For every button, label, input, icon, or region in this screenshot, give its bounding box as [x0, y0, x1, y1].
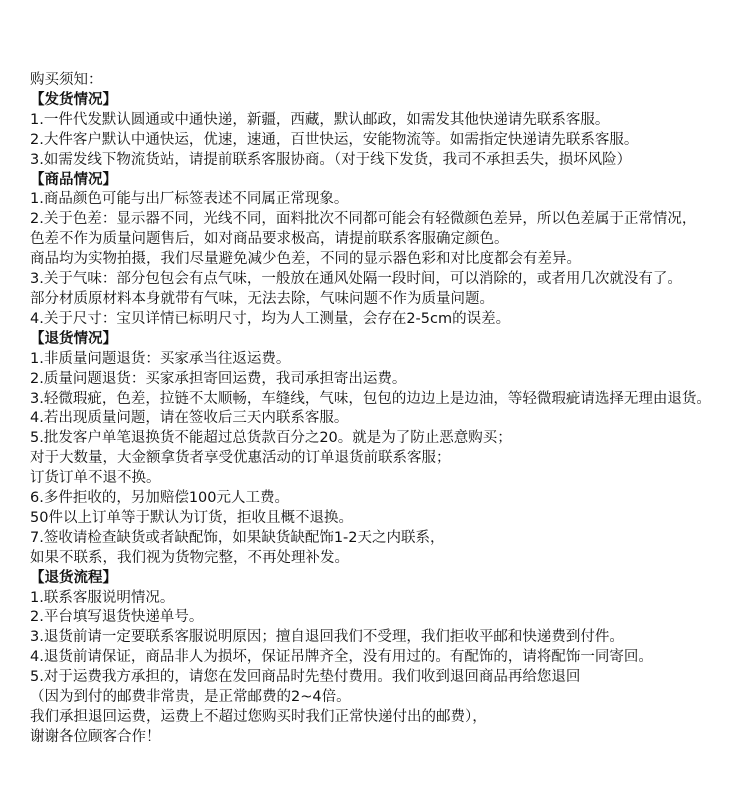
notice-line: 2.平台填写退货快递单号。 [30, 609, 204, 626]
notice-line: 谢谢各位顾客合作！ [30, 728, 161, 745]
notice-line: 部分材质原材料本身就带有气味，无法去除，气味问题不作为质量问题。 [30, 290, 494, 307]
section-heading: 【退货流程】 [30, 569, 117, 586]
notice-line: 对于大数量，大金额拿货者享受优惠活动的订单退货前联系客服； [30, 450, 451, 467]
notice-line: 3.轻微瑕疵，色差，拉链不太顺畅，车缝线，气味，包包的边边上是边油，等轻微瑕疵请选择无理由退货。 [30, 390, 711, 407]
notice-line: 色差不作为质量问题售后，如对商品要求极高，请提前联系客服确定颜色。 [30, 231, 509, 248]
notice-line: 1.非质量问题退货：买家承当往返运费。 [30, 350, 291, 367]
notice-title: 购买须知： [30, 72, 103, 88]
notice-line: 50件以上订单等于默认为订货，拒收且概不退换。 [30, 509, 353, 526]
notice-line: （因为到付的邮费非常贵，是正常邮费的2~4倍。 [30, 689, 351, 706]
purchase-notice [30, 71, 748, 748]
section-heading: 【发货情况】 [30, 91, 117, 108]
notice-line: 1.一件代发默认圆通或中通快递，新疆，西藏，默认邮政，如需发其他快递请先联系客服。 [30, 111, 610, 128]
section-heading: 【商品情况】 [30, 171, 117, 188]
notice-line: 如果不联系，我们视为货物完整，不再处理补发。 [30, 549, 349, 566]
notice-line: 订货订单不退不换。 [30, 470, 161, 487]
notice-line: 5.对于运费我方承担的，请您在发回商品时先垫付费用。我们收到退回商品再给您退回 [30, 669, 581, 686]
notice-line: 4.若出现质量问题，请在签收后三天内联系客服。 [30, 410, 349, 427]
notice-line: 1.联系客服说明情况。 [30, 589, 175, 606]
notice-line: 2.关于色差：显示器不同，光线不同，面料批次不同都可能会有轻微颜色差异，所以色差属于正常情况， [30, 211, 697, 228]
notice-line: 3.关于气味：部分包包会有点气味，一般放在通风处隔一段时间，可以消除的，或者用几次就没有了。 [30, 271, 682, 288]
notice-line: 4.关于尺寸：宝贝详情已标明尺寸，均为人工测量，会存在2-5cm的误差。 [30, 310, 511, 327]
notice-line: 1.商品颜色可能与出厂标签表述不同属正常现象。 [30, 191, 349, 208]
notice-line: 5.批发客户单笔退换货不能超过总货款百分之20。就是为了防止恶意购买； [30, 430, 512, 447]
section-heading: 【退货情况】 [30, 330, 117, 347]
notice-line: 7.签收请检查缺货或者缺配饰，如果缺货缺配饰1-2天之内联系， [30, 529, 445, 546]
notice-line: 3.退货前请一定要联系客服说明原因；擅自退回我们不受理，我们拒收平邮和快递费到付件。 [30, 629, 624, 646]
notice-line: 4.退货前请保证，商品非人为损坏，保证吊牌齐全，没有用过的。有配饰的，请将配饰一同寄回。 [30, 649, 653, 666]
notice-line: 我们承担退回运费，运费上不超过您购买时我们正常快递付出的邮费）， [30, 709, 487, 725]
notice-line: 2.质量问题退货：买家承担寄回运费，我司承担寄出运费。 [30, 370, 407, 387]
notice-line: 2.大件客户默认中通快运，优速，速通，百世快运，安能物流等。如需指定快递请先联系客服。 [30, 131, 639, 148]
notice-line: 6.多件拒收的，另加赔偿100元人工费。 [30, 490, 290, 507]
notice-line: 商品均为实物拍摄，我们尽量避免减少色差，不同的显示器色彩和对比度都会有差异。 [30, 251, 581, 268]
notice-line: 3.如需发线下物流货站，请提前联系客服协商。（对于线下发货，我司不承担丢失，损坏风险） [30, 151, 632, 168]
